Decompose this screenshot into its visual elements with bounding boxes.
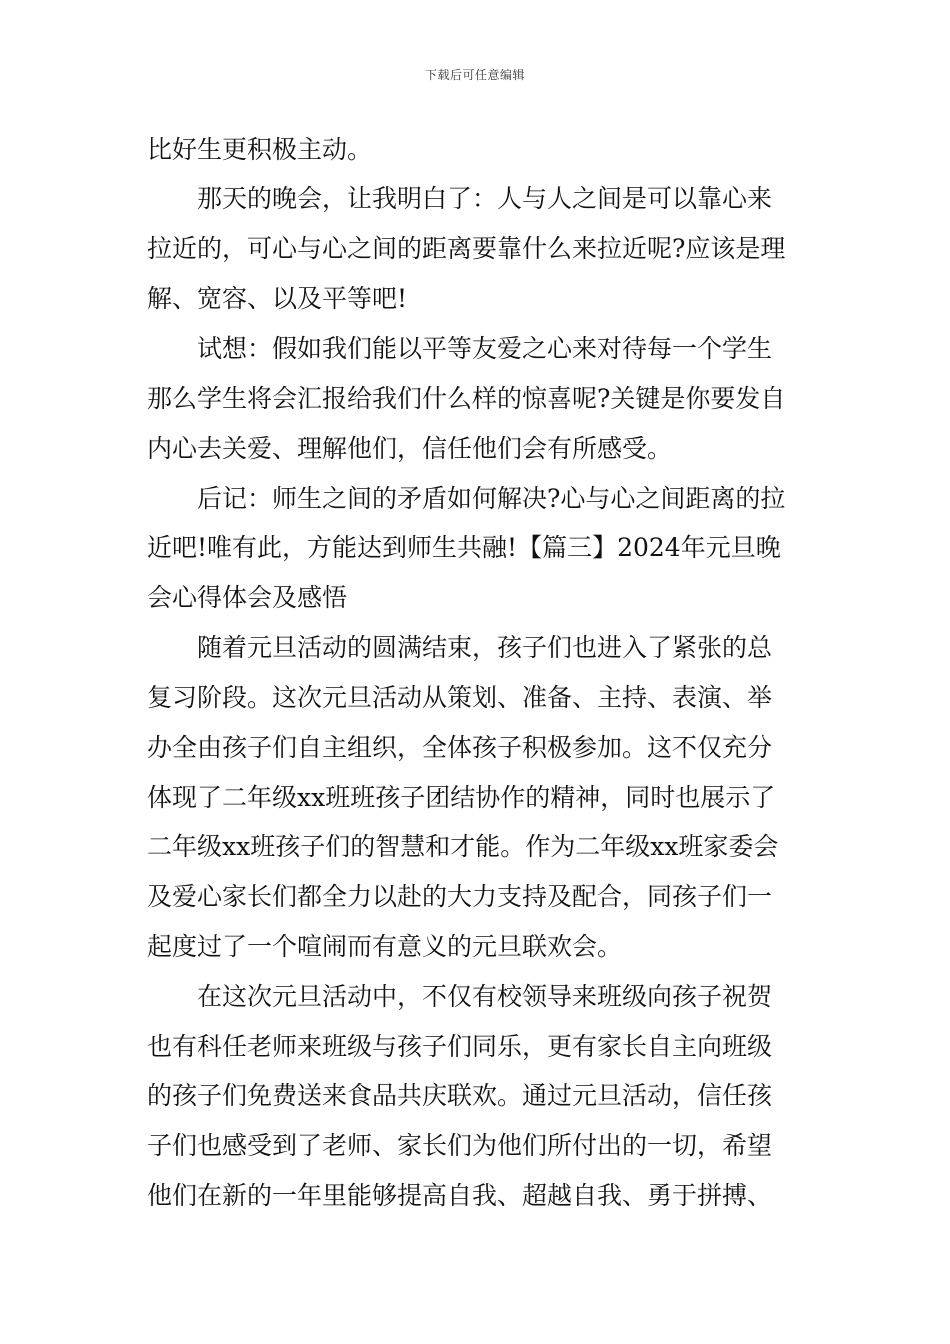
text-line: 二年级xx班孩子们的智慧和才能。作为二年级xx班家委会 — [147, 832, 779, 861]
text-line: 复习阶段。这次元旦活动从策划、准备、主持、表演、举 — [147, 683, 773, 712]
text-line: 会心得体会及感悟 — [147, 583, 348, 612]
text-line: 试想：假如我们能以平等友爱之心来对待每一个学生 — [197, 334, 773, 363]
text-line: 解、宽容、以及平等吧! — [147, 284, 408, 313]
text-line: 起度过了一个喧闹而有意义的元旦联欢会。 — [147, 932, 623, 961]
text-line: 拉近的，可心与心之间的距离要靠什么来拉近呢?应该是理 — [147, 234, 786, 263]
text-line: 的孩子们免费送来食品共庆联欢。通过元旦活动，信任孩 — [147, 1081, 773, 1110]
text-line: 近吧!唯有此，方能达到师生共融!【篇三】2024年元旦晚 — [147, 533, 781, 562]
page-header: 下载后可任意编辑 — [424, 68, 525, 82]
text-line: 那天的晚会，让我明白了：人与人之间是可以靠心来 — [197, 184, 773, 213]
text-line: 内心去关爱、理解他们，信任他们会有所感受。 — [147, 434, 673, 463]
text-line: 比好生更积极主动。 — [147, 135, 373, 164]
text-line: 随着元旦活动的圆满结束，孩子们也进入了紧张的总 — [197, 633, 773, 662]
text-line: 那么学生将会汇报给我们什么样的惊喜呢?关键是你要发自 — [147, 384, 786, 413]
text-line: 在这次元旦活动中，不仅有校领导来班级向孩子祝贺 — [197, 982, 773, 1011]
text-line: 子们也感受到了老师、家长们为他们所付出的一切，希望 — [147, 1131, 773, 1160]
text-line: 后记：师生之间的矛盾如何解决?心与心之间距离的拉 — [197, 484, 786, 513]
text-line: 他们在新的一年里能够提高自我、超越自我、勇于拼搏、 — [147, 1181, 773, 1210]
text-line: 体现了二年级xx班班孩子团结协作的精神，同时也展示了 — [147, 783, 776, 812]
text-line: 及爱心家长们都全力以赴的大力支持及配合，同孩子们一 — [147, 882, 773, 911]
text-line: 也有科任老师来班级与孩子们同乐，更有家长自主向班级 — [147, 1032, 773, 1061]
text-line: 办全由孩子们自主组织，全体孩子积极参加。这不仅充分 — [147, 733, 773, 762]
